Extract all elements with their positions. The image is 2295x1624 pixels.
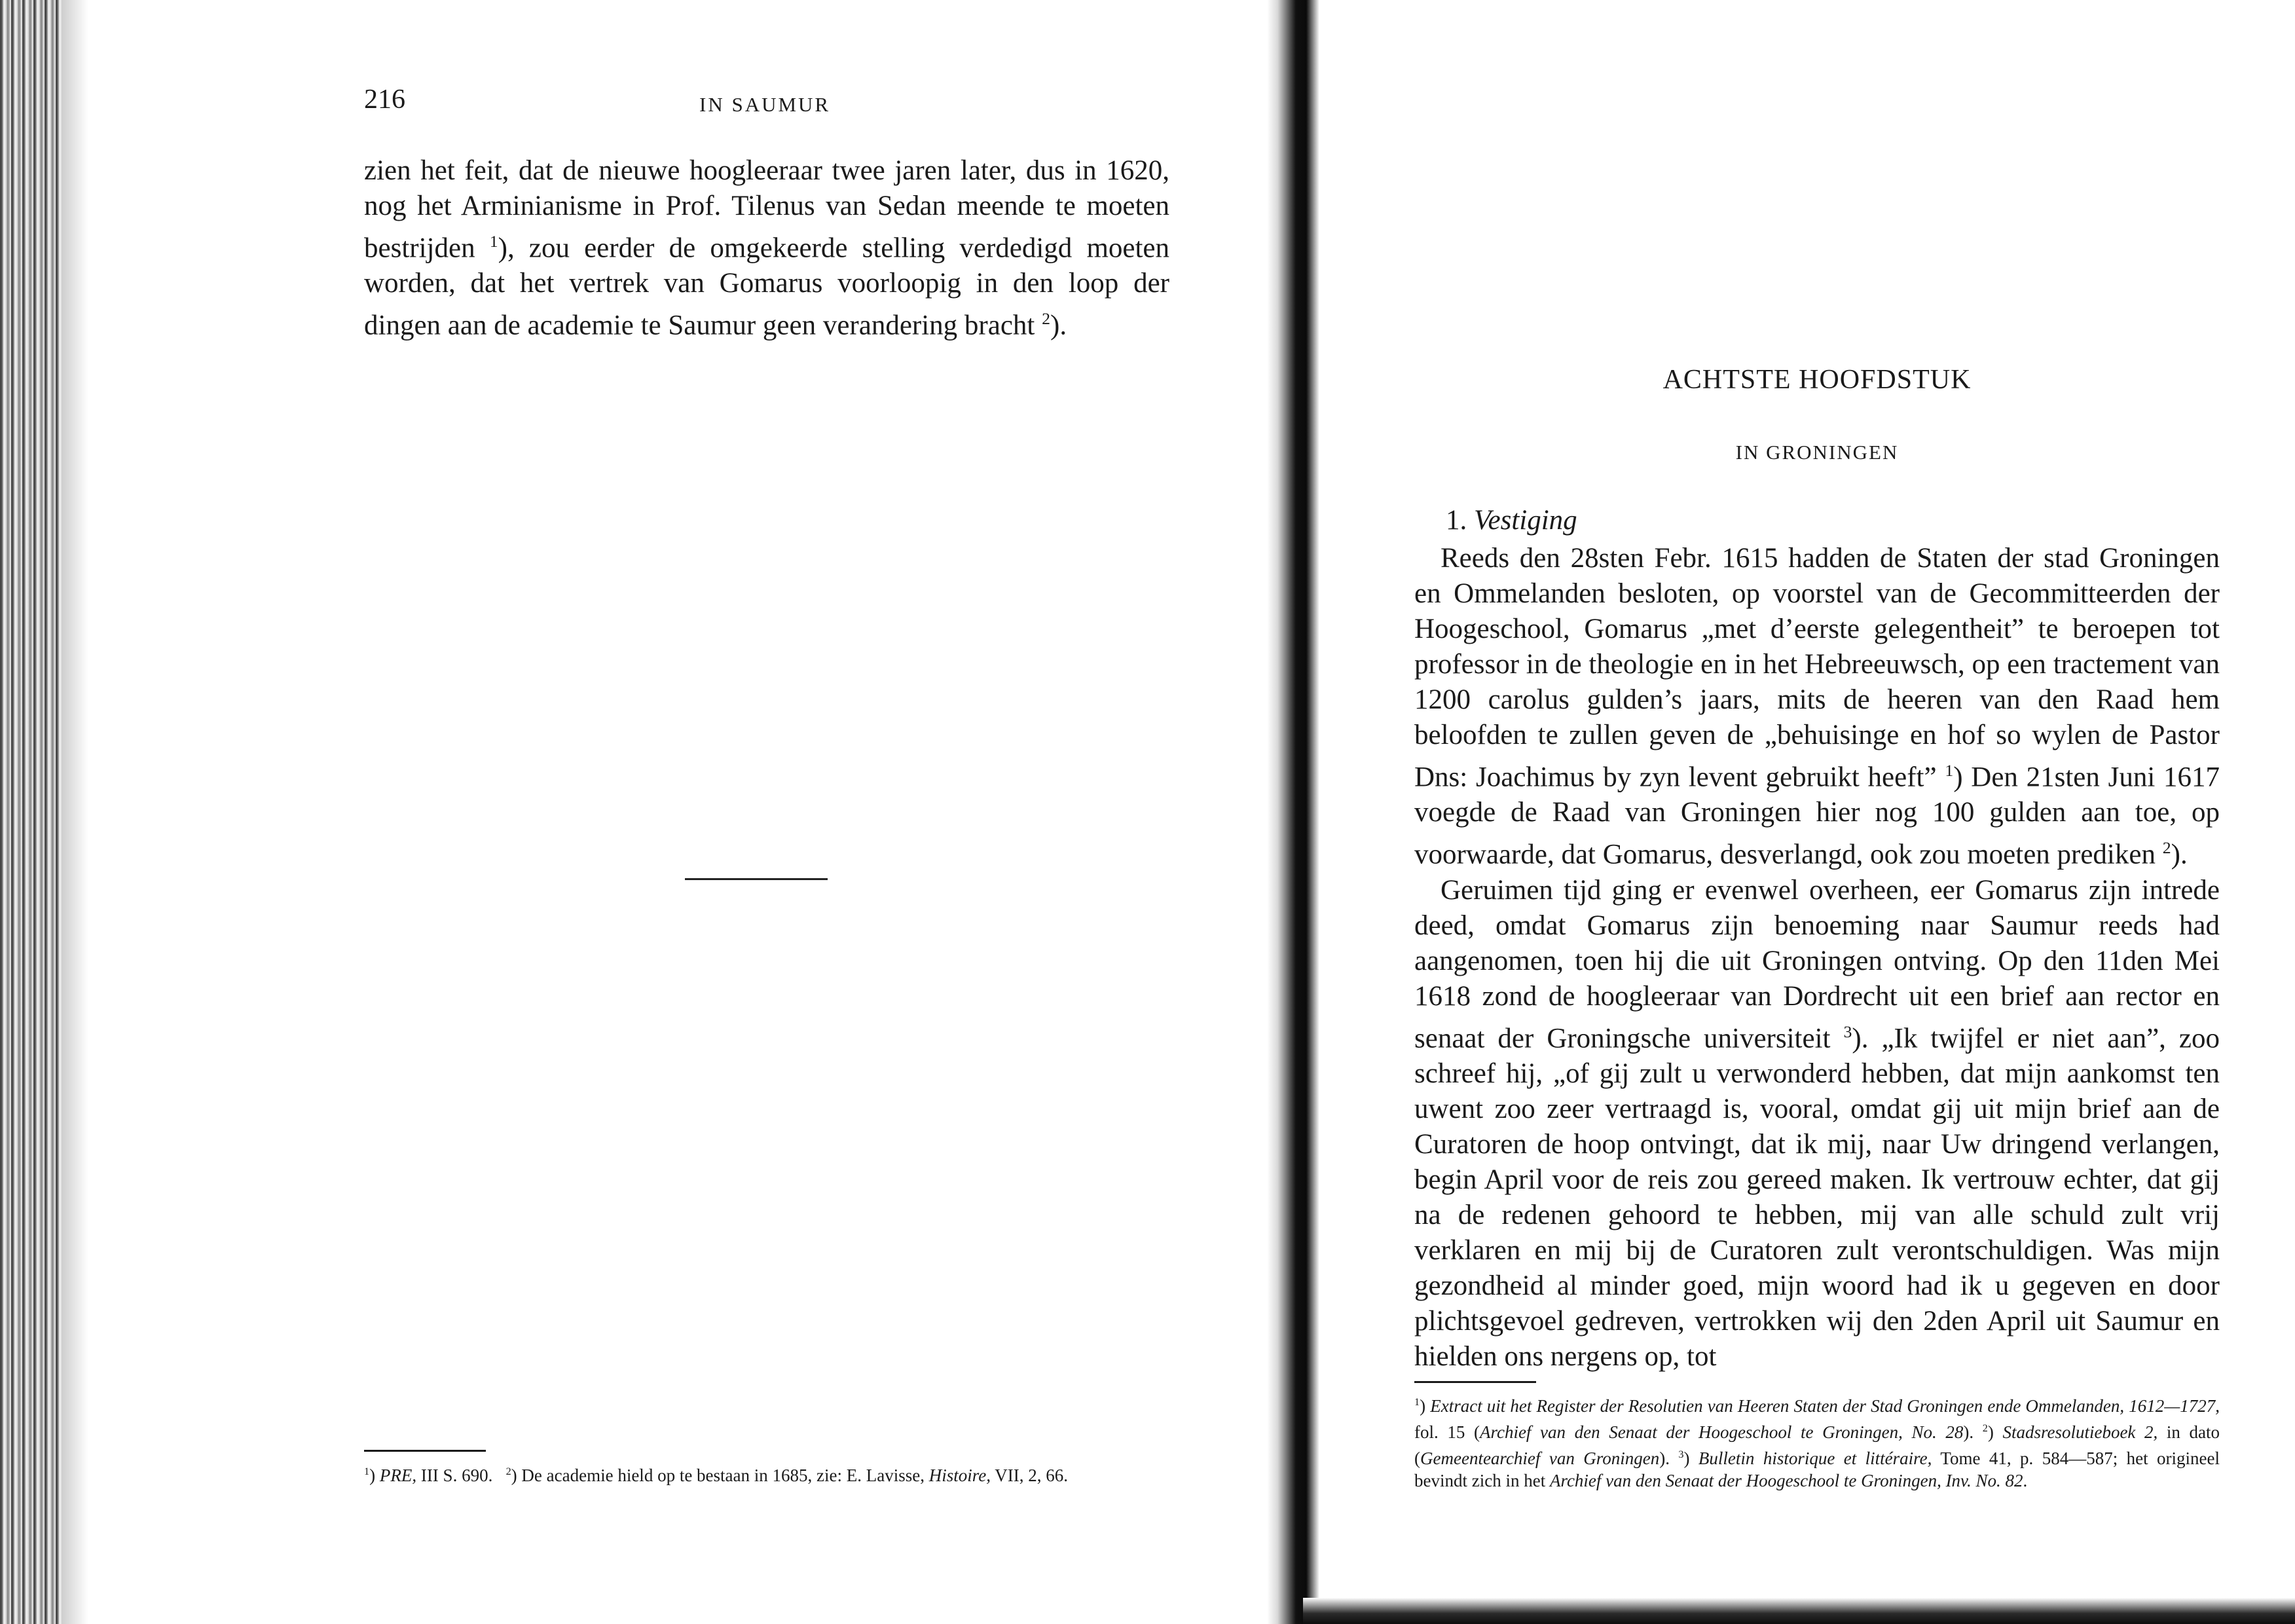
right-page [1414,0,2220,1624]
text-run: zien het feit, dat de nieuwe hoogleeraar twee jaren later, dus in 1620, nog het Arminianisme in Prof. Tilenus van Sedan meende te moeten bestrijden [364,155,1169,264]
footnote-italic: Bulletin historique et littéraire, [1698,1449,1932,1468]
footnote-text: in dato ( [1414,1422,2220,1468]
text-run: Geruimen tijd ging er evenwel overheen, eer Gomarus zijn intrede deed, omdat Gomarus zijn benoeming naar Saumur reeds had aangenomen, toen hij die uit Groningen ontving. Op den 11den Mei 1618 zond de hoogleeraar van Dordrecht uit een brief aan rector en senaat der Groningsche universiteit [1414,874,2220,1054]
footnote-text: Tome 41, p. 584—587; het origineel bevindt zich in het [1414,1449,2220,1490]
chapter-title: ACHTSTE HOOFDSTUK [1662,365,1972,395]
left-book-edge [0,0,62,1624]
section-heading [1446,504,1577,536]
footnote-marker-3: 3 [1678,1449,1684,1460]
book-gutter [1267,0,1319,1624]
footnote-text: III S. 690. [416,1466,493,1485]
text-run: ). „Ik twijfel er niet aan”, zoo schreef hij, „of gij zult u verwonderd hebben, dat mijn aankomst ten uwent zoo zeer vertraagd is, vooral, omdat gij uit mijn brief aan de Curatoren de hoop ontvingt, dat ik mij, naar Uw dringend verlangen, begin April voor de reis zou gereed maken. Ik vertrouw echter, dat gij na de redenen gehoord te hebben, mij van alle schuld zult vrij verklaren en mij bij de Curatoren zult verontschuldigen. Was mijn gezondheid al minder goed, mijn woord had ik u gegeven en door plichtsgevoel gedreven, vertrokken wij den 2den April uit Saumur en hielden ons nergens op, tot [1414,1022,2220,1372]
left-edge-shadow [62,0,88,1624]
footnote-text: ). [1963,1422,1983,1442]
footnote-text: fol. 15 ( [1414,1422,1480,1442]
footnote-marker-2: 2 [1982,1422,1988,1434]
left-footnotes [364,1460,1169,1486]
left-page [364,0,1169,1624]
footnote-paren: ) [511,1466,517,1485]
text-run: ), zou eerder de omgekeerde stelling verdedigd moeten worden, dat het vertrek van Gomarus voorloopig in den loop der dingen aan de academie te Saumur geen verandering bracht [364,232,1170,341]
footnote-italic: Stadsresolutieboek 2, [2002,1422,2158,1442]
footnote-ref-3: 3 [1843,1022,1852,1041]
left-paragraph [364,153,1169,344]
footnote-italic: PRE, [379,1466,417,1485]
text-run: ). [2171,839,2188,870]
footnote-paren: ) [369,1466,376,1485]
running-title: IN SAUMUR [699,93,831,116]
section-title: IN GRONINGEN [1735,441,1899,464]
footnote-italic: Archief van den Senaat der Hoogeschool te Groningen, Inv. No. 82 [1549,1471,2023,1490]
footnote-text: De academie hield op te bestaan in 1685, zie: E. Lavisse, [517,1466,925,1485]
page-number: 216 [364,84,405,115]
footnote-marker-1: 1 [1414,1396,1420,1408]
footnote-italic: Histoire, [928,1466,991,1485]
left-footnote-rule [364,1450,486,1452]
left-body-text [364,153,1169,344]
right-body-text [1414,541,2220,1375]
left-footnote-1-and-2 [364,1460,1169,1486]
footnote-italic: Gemeentearchief van Groningen [1420,1449,1660,1468]
heading-number: 1. [1446,505,1467,536]
center-divider [685,878,828,880]
footnote-italic: Archief van den Senaat der Hoogeschool te Groningen, No. 28 [1479,1422,1964,1442]
heading-text: Vestiging [1474,505,1577,536]
text-run: ) Den 21sten Juni 1617 voegde de Raad van Groningen hier nog 100 gulden aan toe, op voorwaarde, dat Gomarus, desverlangd, ook zou moeten prediken [1414,762,2220,870]
footnote-marker-1: 1 [364,1466,370,1477]
footnote-paren: ) [1987,1422,1994,1442]
left-running-head [364,84,1169,123]
right-footnote-rule [1414,1381,1536,1383]
right-footnote-block [1414,1391,2220,1492]
footnote-paren: ) [1420,1396,1426,1416]
text-run: Reeds den 28sten Febr. 1615 hadden de Staten der stad Groningen en Ommelanden besloten, op voorstel van de Gecommitteerden der Hoogeschool, Gomarus „met d’eerste gelegentheit” te beroepen tot professor in de theologie en in het Hebreeuwsch, op een tractement van 1200 carolus gulden’s jaars, mits de heeren van den Raad hem beloofden te zullen geven de „behuisinge en hof so wylen de Pastor Dns: Joachimus by zyn levent gebruikt heeft” [1414,543,2220,793]
footnote-marker-2: 2 [505,1466,511,1477]
footnote-text: . [2023,1471,2028,1490]
footnote-ref-2: 2 [1042,309,1051,329]
footnote-ref-1: 1 [1945,761,1954,780]
footnote-text: ). [1659,1449,1679,1468]
footnote-ref-1: 1 [489,232,498,251]
text-run: ). [1050,310,1067,341]
footnote-ref-2: 2 [2162,838,2171,858]
footnote-italic: Extract uit het Register der Resolutien van Heeren Staten der Stad Groningen ende Ommelanden, 1612—1727, [1430,1396,2220,1416]
right-paragraph-1 [1414,541,2220,873]
right-footnotes [1414,1391,2220,1492]
footnote-paren: ) [1683,1449,1690,1468]
footnote-text: VII, 2, 66. [990,1466,1068,1485]
right-paragraph-2 [1414,873,2220,1375]
